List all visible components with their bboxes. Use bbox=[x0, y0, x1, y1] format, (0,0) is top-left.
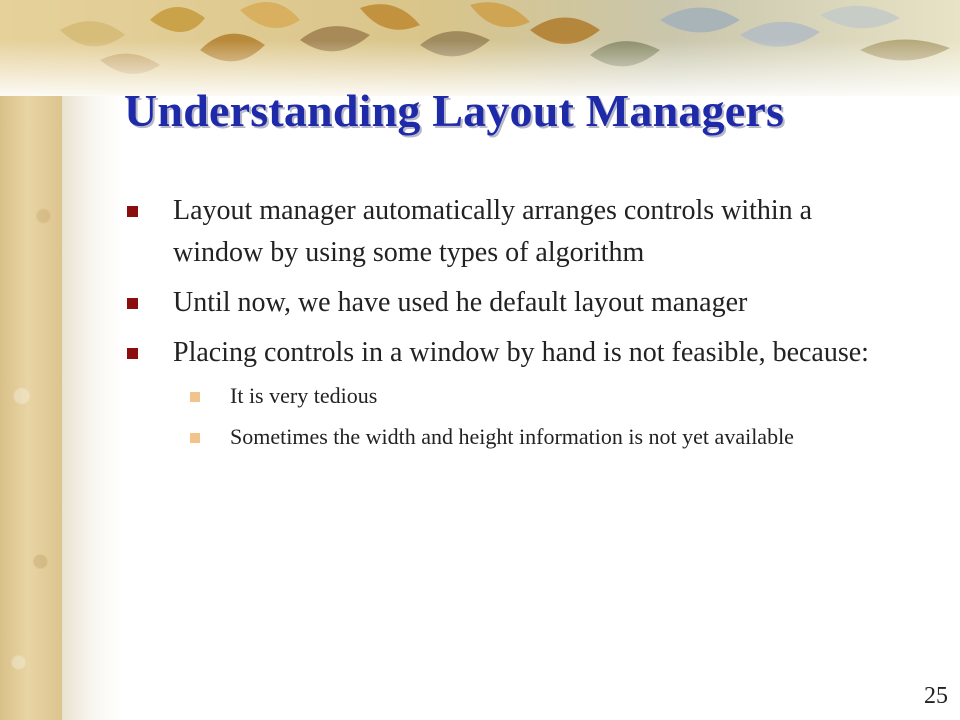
bullet-text: Placing controls in a window by hand is not feasible, because: bbox=[173, 337, 869, 368]
sub-bullet-list bbox=[173, 380, 904, 453]
sub-bullet-item bbox=[173, 421, 904, 453]
sub-bullet-item bbox=[173, 380, 904, 412]
strip-fade bbox=[62, 0, 122, 720]
bullet-item bbox=[124, 332, 904, 453]
square-bullet-icon bbox=[127, 348, 138, 359]
sub-bullet-text: Sometimes the width and height information is not yet available bbox=[230, 424, 794, 449]
bullet-text: Until now, we have used he default layout manager bbox=[173, 287, 748, 318]
bullet-item bbox=[124, 190, 904, 274]
square-sub-bullet-icon bbox=[190, 433, 200, 443]
sub-bullet-text: It is very tedious bbox=[230, 383, 378, 408]
parchment-strip bbox=[0, 0, 62, 720]
square-sub-bullet-icon bbox=[190, 392, 200, 402]
leaf-banner bbox=[0, 0, 960, 96]
bullet-list bbox=[124, 190, 904, 462]
bullet-text: Layout manager automatically arranges controls within a window by using some types of algorithm bbox=[173, 195, 813, 268]
square-bullet-icon bbox=[127, 298, 138, 309]
page-number: 25 bbox=[924, 683, 948, 709]
slide-title: Understanding Layout Managers bbox=[124, 85, 785, 136]
bullet-item bbox=[124, 282, 904, 324]
square-bullet-icon bbox=[127, 206, 138, 217]
